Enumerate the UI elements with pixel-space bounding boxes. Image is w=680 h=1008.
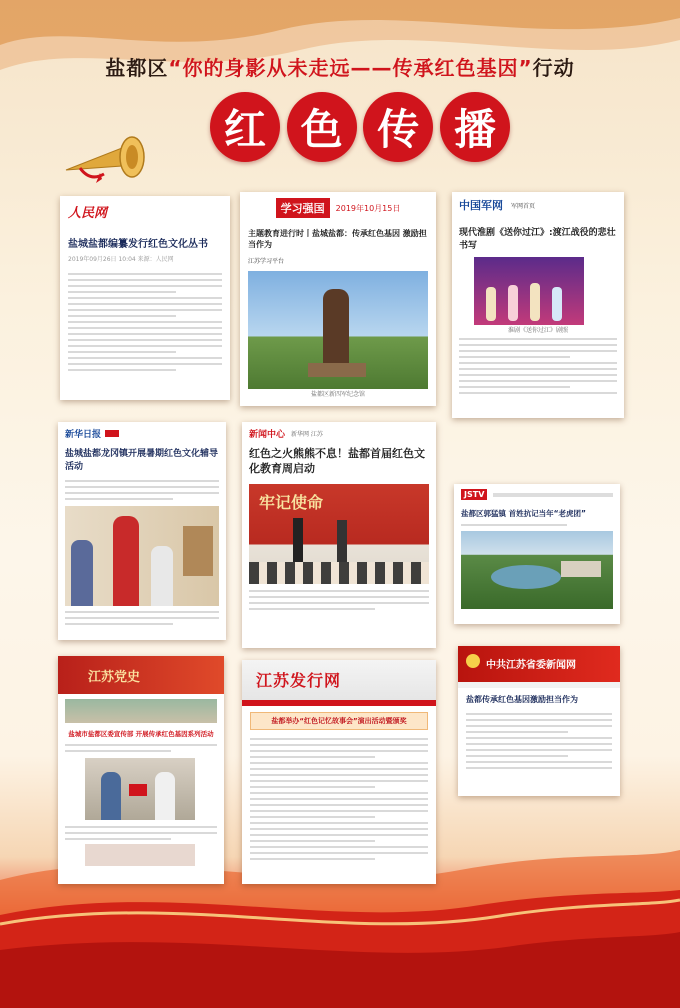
xhby-logo: 新华日报 [65,430,102,440]
card-title: 红色之火熊熊不息！盐都首届红色文化教育周启动 [249,447,425,475]
card-title: 盐都举办“红色记忆故事会”演出活动暨颁奖 [250,712,428,730]
jsds-banner [58,656,224,694]
header-quote: “你的身影从未走远——传承红色基因” [168,56,533,80]
article-text-lines [249,590,429,610]
title-char: 传 [363,92,433,162]
award-photo [85,758,195,820]
card-subtitle: 新华网 江苏 [291,431,323,438]
xinhua-logo: 新闻中心 [249,430,286,440]
article-text-lines [466,713,612,769]
page-header [0,52,680,81]
card-title: 盐城盐都龙冈镇开展暑期红色文化辅导活动 [65,449,219,472]
article-text-lines [68,273,222,371]
jstv-logo: JSTV [461,489,487,500]
article-text-lines [65,480,219,500]
photo-caption: 淮剧《送你过江》剧照 [507,327,568,334]
81cn-logo: 中国军网 [459,199,503,212]
people-daily-logo: 人民网 [68,206,108,221]
news-card-jstv[interactable] [454,484,620,624]
news-card-xuexi[interactable] [240,192,436,406]
card-source: 江苏学习平台 [248,258,285,265]
title-char: 播 [440,92,510,162]
card-title: 盐城盐都编纂发行红色文化丛书 [68,239,208,250]
aerial-photo [461,531,613,609]
title-char: 红 [210,92,280,162]
card-title: 盐都传承红色基因激励担当作为 [466,695,578,704]
jsds-logo: 江苏党史 [88,670,141,685]
trumpet-icon [60,118,170,188]
card-date: 2019年10月15日 [335,203,401,213]
news-card-xhby[interactable] [58,422,226,640]
article-text-lines [250,738,428,860]
opera-photo [474,257,584,325]
card-title: 现代淮剧《送你过江》:渡江战役的悲壮书写 [459,228,616,251]
ceremony-photo [249,484,429,584]
news-card-zgjssw[interactable] [458,646,620,796]
banner-text: 牢记使命 [259,493,324,512]
header-suffix: 行动 [532,56,575,80]
article-text-lines [65,611,219,625]
xuexi-logo: 学习强国 [276,198,330,218]
news-card-people[interactable] [60,196,230,400]
students-photo [65,506,219,606]
photo-caption: 盐都区新四军纪念馆 [310,391,365,398]
title-char: 色 [287,92,357,162]
big-title [210,92,510,166]
card-meta: 2019年09月26日 10:04 来源：人民网 [68,256,174,263]
monument-photo [248,271,428,389]
zgjssw-banner [458,646,620,682]
card-title: 盐城市盐都区委宣传部 开展传承红色基因系列活动 [68,730,214,738]
news-card-jsfx[interactable] [242,660,436,884]
news-card-81cn[interactable] [452,192,624,418]
card-title: 主题教育进行时丨盐城盐都：传承红色基因 激励担当作为 [248,229,427,249]
small-photo [85,844,195,866]
article-text-lines [459,338,617,394]
jsfx-logo: 江苏发行网 [256,671,342,690]
zgjssw-logo: 中共江苏省委新闻网 [486,660,576,671]
jsfx-banner [242,660,436,700]
header-prefix: 盐都区 [105,56,169,80]
memorial-strip-photo [65,699,217,723]
nav-home[interactable]: 军网首页 [511,202,536,210]
card-title: 盐都区郭猛镇 首姓抗记当年“老虎团” [461,509,586,518]
news-card-jsds[interactable] [58,656,224,884]
news-card-xinhua[interactable] [242,422,436,648]
